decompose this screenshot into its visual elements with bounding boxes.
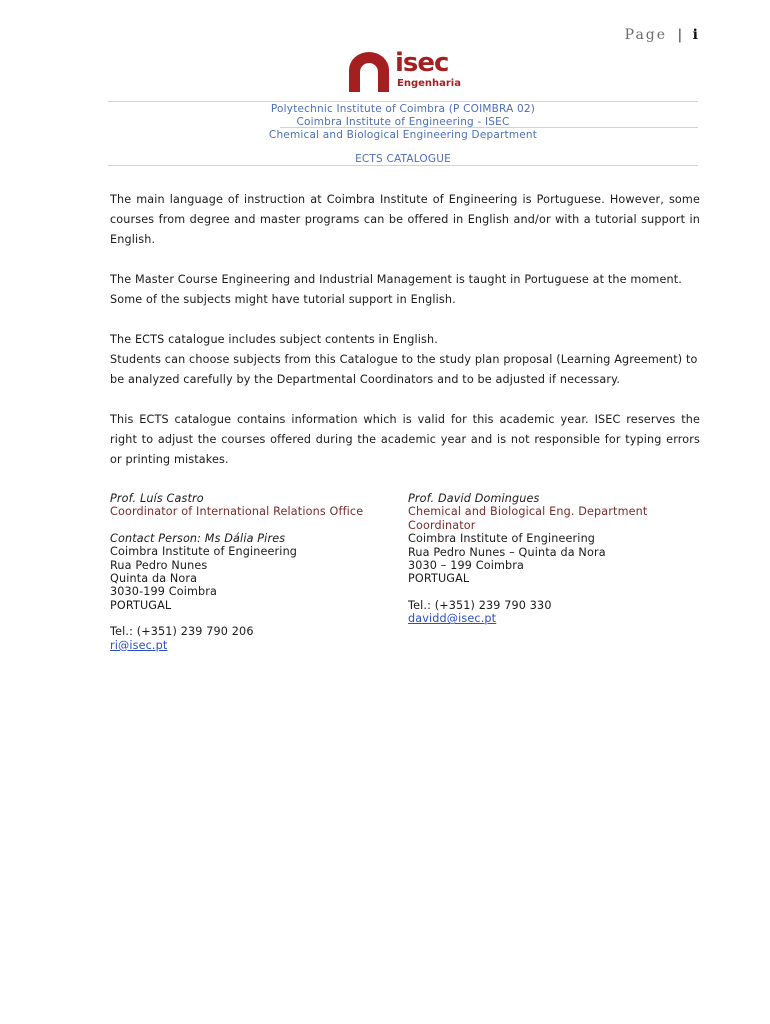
- paragraph-language: [110, 190, 700, 250]
- page-number: [625, 27, 698, 43]
- page-separator: |: [677, 27, 685, 43]
- contact-left-postcode: 3030-199 Coimbra: [110, 585, 218, 599]
- contact-right-postcode: 3030 – 199 Coimbra: [408, 559, 525, 573]
- header-divider-top: [108, 101, 698, 102]
- contact-left-street: Rua Pedro Nunes: [110, 558, 208, 572]
- header-department: Chemical and Biological Engineering Department: [268, 129, 538, 141]
- contact-right-role: Chemical and Biological Eng. Department Coordinator: [408, 505, 648, 532]
- contact-left-role: Coordinator of International Relations Office: [110, 505, 364, 519]
- contact-right-spacer: [408, 586, 698, 599]
- logo-wordmark: isec: [395, 48, 449, 78]
- contact-left-country: PORTUGAL: [110, 598, 172, 612]
- paragraph-master-course: [110, 270, 700, 310]
- contact-right-street: Rua Pedro Nunes – Quinta da Nora: [408, 545, 606, 559]
- logo-subtitle: Engenharia: [397, 78, 461, 89]
- contact-right-country: PORTUGAL: [408, 572, 470, 586]
- isec-arch-logo-icon: [347, 52, 391, 92]
- contact-department-coordinator: [408, 492, 698, 626]
- header-divider-middle: [280, 127, 698, 128]
- contact-left-institution: Coimbra Institute of Engineering: [110, 545, 298, 559]
- paragraph-language-text: The main language of instruction at Coimbra Institute of Engineering is Portuguese. However, some courses from degree and master programs can be offered in English and/or with a tutorial support in English.: [110, 193, 700, 246]
- contact-left-area: Quinta da Nora: [110, 572, 198, 586]
- contact-right-name: Prof. David Domingues: [408, 492, 540, 505]
- paragraph-catalogue-agreement: Students can choose subjects from this Catalogue to the study plan proposal (Learning Agreement) to be analyzed carefully by the Departmental Coordinators and to be adjusted if necessary.: [110, 353, 698, 386]
- contact-international-office: [110, 492, 390, 652]
- header-divider-bottom: [108, 165, 698, 166]
- header-title: ECTS CATALOGUE: [355, 153, 451, 165]
- paragraph-catalogue-intro: The ECTS catalogue includes subject contents in English.: [110, 333, 438, 346]
- paragraph-disclaimer-text: This ECTS catalogue contains information which is valid for this academic year. ISEC reserves the right to adjust the courses offered during the academic year and is not responsible for typing errors or printing mistakes.: [110, 413, 700, 466]
- paragraph-catalogue: [110, 330, 700, 390]
- page-number-value: i: [692, 27, 698, 43]
- contact-right-institution: Coimbra Institute of Engineering: [408, 532, 596, 546]
- contact-left-spacer-2: [110, 612, 390, 625]
- contact-left-email-link[interactable]: ri@isec.pt: [110, 638, 168, 652]
- contact-right-email-link[interactable]: davidd@isec.pt: [408, 612, 497, 626]
- contact-left-tel: Tel.: (+351) 239 790 206: [110, 625, 254, 639]
- contact-left-name: Prof. Luís Castro: [110, 492, 204, 505]
- contact-left-spacer: [110, 519, 390, 532]
- contact-right-tel: Tel.: (+351) 239 790 330: [408, 598, 552, 612]
- paragraph-disclaimer: [110, 410, 700, 470]
- header-institute: Polytechnic Institute of Coimbra (P COIMBRA 02): [270, 103, 536, 115]
- isec-logo: [347, 48, 467, 96]
- contact-left-person: Contact Person: Ms Dália Pires: [110, 531, 286, 545]
- header-school: Coimbra Institute of Engineering - ISEC: [296, 116, 510, 128]
- paragraph-master-course-text: The Master Course Engineering and Industrial Management is taught in Portuguese at the moment. Some of the subjects might have tutorial support in English.: [110, 273, 682, 306]
- page-label: Page: [624, 27, 668, 43]
